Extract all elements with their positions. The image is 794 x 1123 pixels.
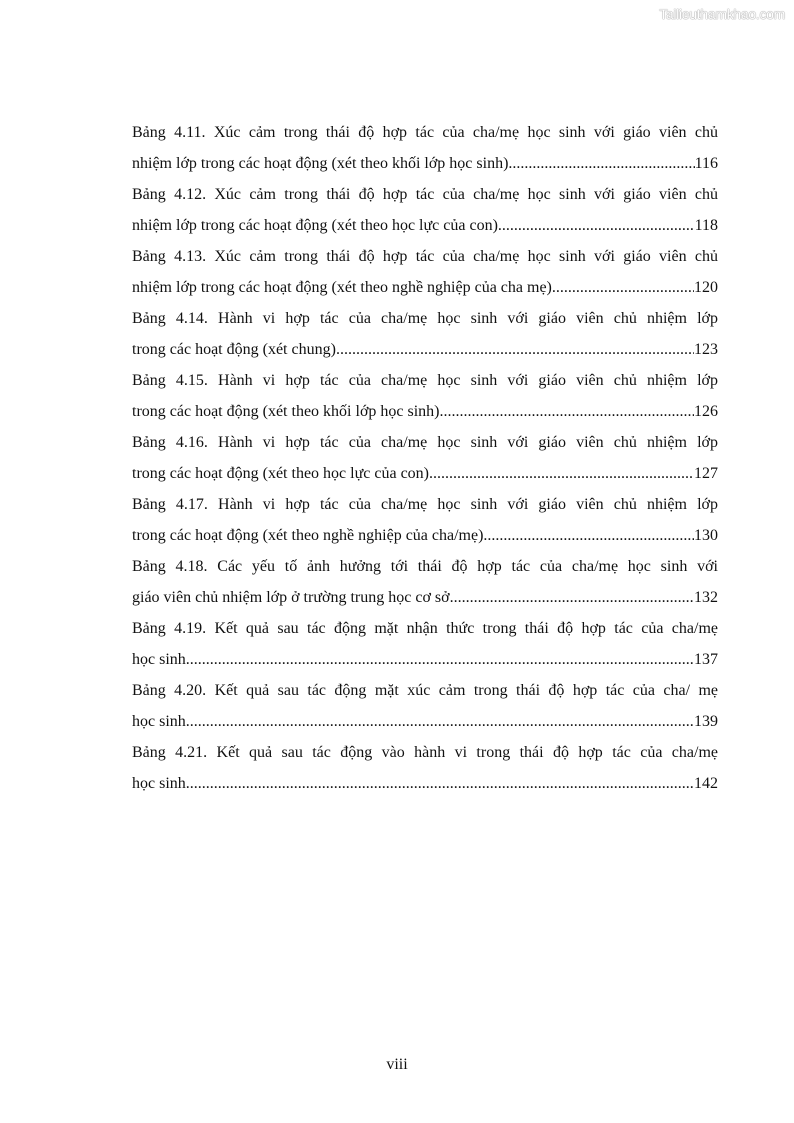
toc-entry[interactable] — [132, 675, 718, 737]
toc-page-number: 142 — [694, 775, 718, 792]
toc-entry-title: Bảng 4.17. Hành vi hợp tác của cha/mẹ học sinh với giáo viên chủ nhiệm lớp — [132, 496, 718, 513]
toc-entry-title: Bảng 4.11. Xúc cảm trong thái độ hợp tác của cha/mẹ học sinh với giáo viên chủ — [132, 124, 718, 141]
toc-entry-title: Bảng 4.16. Hành vi hợp tác của cha/mẹ học sinh với giáo viên chủ nhiệm lớp — [132, 434, 718, 451]
dot-leader — [186, 644, 694, 675]
toc-page-number: 123 — [694, 341, 718, 358]
toc-entry-title-cont: nhiệm lớp trong các hoạt động (xét theo học lực của con) — [132, 217, 498, 234]
toc-entry[interactable] — [132, 365, 718, 427]
toc-page-number: 118 — [694, 217, 718, 234]
dot-leader — [336, 334, 694, 365]
toc-entry[interactable] — [132, 551, 718, 613]
toc-entry[interactable] — [132, 489, 718, 551]
toc-entry-title: Bảng 4.18. Các yếu tố ảnh hưởng tới thái độ hợp tác của cha/mẹ học sinh với — [132, 558, 718, 575]
page-number: viii — [386, 1056, 408, 1073]
toc-entry-title: Bảng 4.12. Xúc cảm trong thái độ hợp tác của cha/mẹ học sinh với giáo viên chủ — [132, 186, 718, 203]
dot-leader — [498, 210, 695, 241]
toc-page-number: 120 — [694, 279, 718, 296]
toc-entry[interactable] — [132, 427, 718, 489]
toc-entry-title-cont: trong các hoạt động (xét theo học lực của con) — [132, 465, 429, 482]
toc-entry[interactable] — [132, 303, 718, 365]
dot-leader — [186, 706, 694, 737]
toc-entry-title: Bảng 4.19. Kết quả sau tác động mặt nhận thức trong thái độ hợp tác của cha/mẹ — [132, 620, 718, 637]
toc-entry-title-cont: học sinh — [132, 775, 186, 792]
toc-entry-title-cont: trong các hoạt động (xét chung) — [132, 341, 336, 358]
toc-page-number: 116 — [694, 155, 718, 172]
toc-entry-title: Bảng 4.14. Hành vi hợp tác của cha/mẹ học sinh với giáo viên chủ nhiệm lớp — [132, 310, 718, 327]
toc-entry[interactable] — [132, 179, 718, 241]
toc-page-number: 126 — [694, 403, 718, 420]
toc-entry-title-cont: trong các hoạt động (xét theo nghề nghiệp của cha/mẹ) — [132, 527, 484, 544]
watermark: Tailieuthamkhao.com — [659, 6, 785, 22]
toc-page-number: 132 — [694, 589, 718, 606]
toc-entry[interactable] — [132, 737, 718, 799]
toc-entry-title-cont: nhiệm lớp trong các hoạt động (xét theo nghề nghiệp của cha mẹ) — [132, 279, 552, 296]
dot-leader — [552, 272, 694, 303]
toc-page-number: 127 — [694, 465, 718, 482]
toc-entry-title: Bảng 4.21. Kết quả sau tác động vào hành vi trong thái độ hợp tác của cha/mẹ — [132, 744, 718, 761]
toc-entry[interactable] — [132, 117, 718, 179]
toc-entry-title-cont: học sinh — [132, 651, 186, 668]
toc-entry-title: Bảng 4.20. Kết quả sau tác động mặt xúc cảm trong thái độ hợp tác của cha/ mẹ — [132, 682, 718, 699]
toc-entry-title-cont: học sinh — [132, 713, 186, 730]
dot-leader — [508, 148, 694, 179]
toc-page-number: 130 — [694, 527, 718, 544]
toc-entry-title-cont: nhiệm lớp trong các hoạt động (xét theo khối lớp học sinh) — [132, 155, 509, 172]
toc-page-number: 137 — [694, 651, 718, 668]
dot-leader — [186, 768, 694, 799]
toc-page-number: 139 — [694, 713, 718, 730]
table-of-tables — [132, 117, 718, 799]
toc-entry-title: Bảng 4.13. Xúc cảm trong thái độ hợp tác của cha/mẹ học sinh với giáo viên chủ — [132, 248, 718, 265]
toc-entry-title: Bảng 4.15. Hành vi hợp tác của cha/mẹ học sinh với giáo viên chủ nhiệm lớp — [132, 372, 718, 389]
toc-entry[interactable] — [132, 613, 718, 675]
dot-leader — [429, 458, 694, 489]
dot-leader — [440, 396, 695, 427]
toc-entry-title-cont: giáo viên chủ nhiệm lớp ở trường trung học cơ sở. — [132, 589, 454, 606]
toc-entry[interactable] — [132, 241, 718, 303]
toc-entry-title-cont: trong các hoạt động (xét theo khối lớp học sinh) — [132, 403, 440, 420]
dot-leader — [483, 520, 694, 551]
dot-leader — [454, 582, 694, 613]
